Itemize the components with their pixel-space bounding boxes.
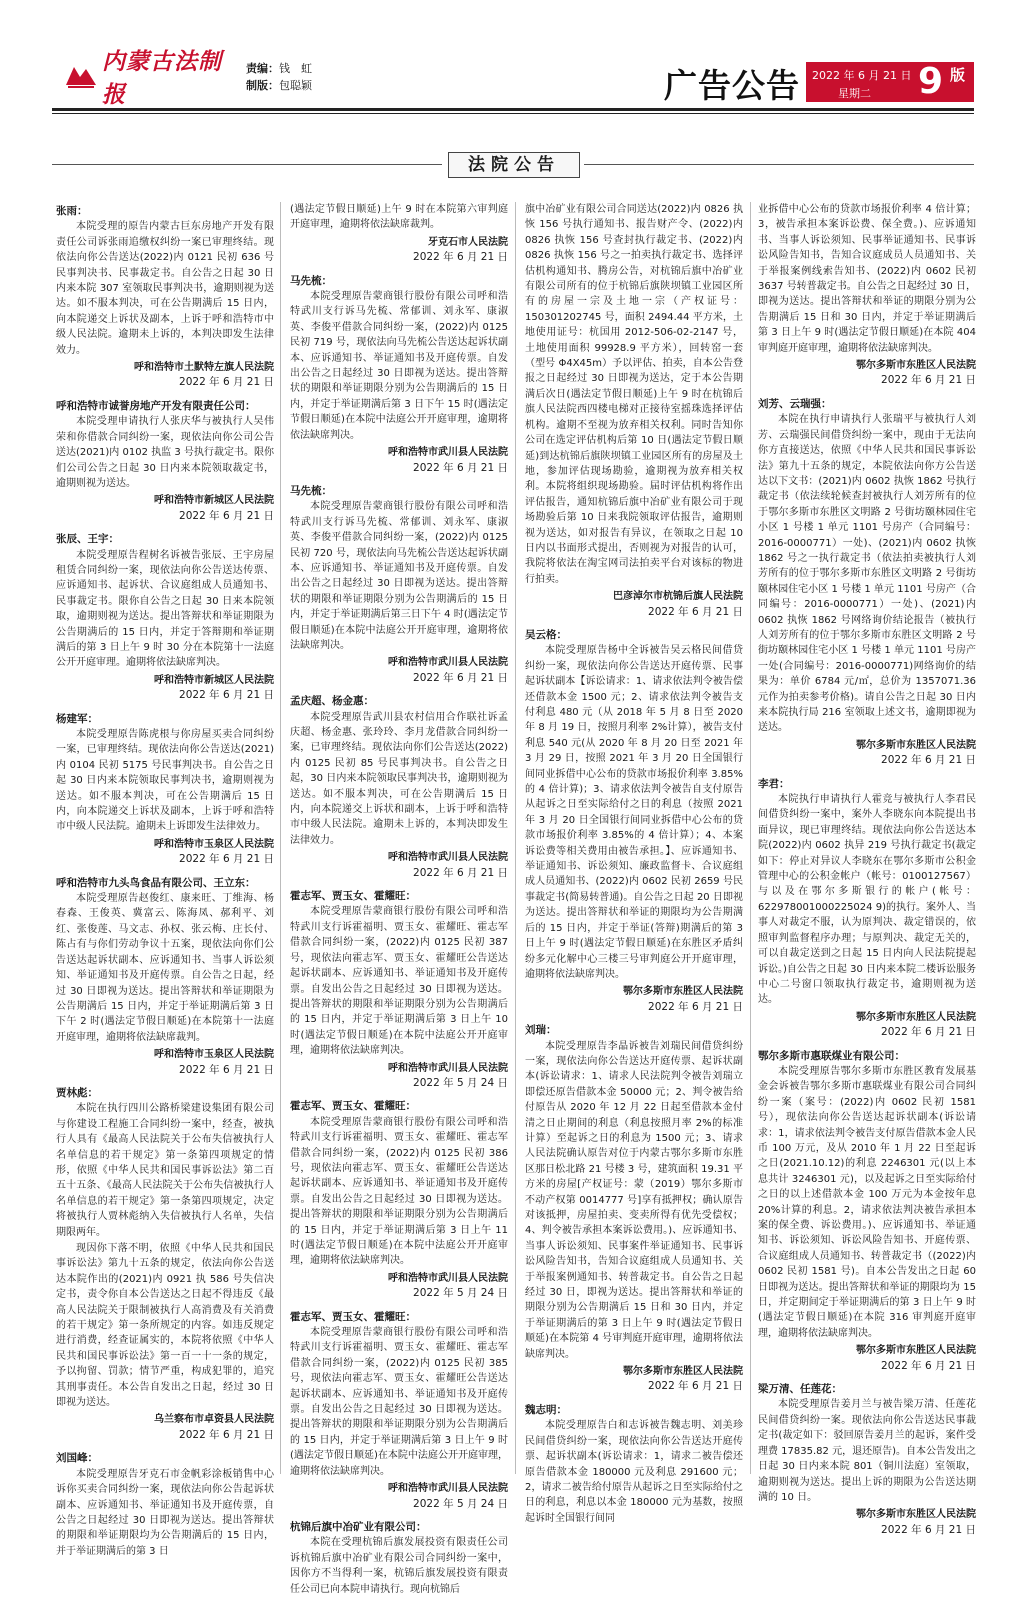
notice-court: 鄂尔多斯市东胜区人民法院 [623,986,743,998]
notice [290,1099,508,1301]
notice-date: 2022 年 6 月 21 日 [881,1359,976,1372]
notice [290,694,508,881]
notice-date: 2022 年 6 月 21 日 [881,1523,976,1536]
notice [290,889,508,1091]
notice-court: 鄂尔多斯市东胜区人民法院 [856,360,976,372]
notice-addressee: 杨建军： [56,712,98,725]
notice-body: 本院受理申请执行人张庆华与被执行人吴伟荣和你借款合同纠纷一案，现依法向你公司公告送达(2021)内 0102 执监 3 号执行裁定书。限你们公司公告之日起 30 日内来本院领取裁定书，逾期则视为送达。 [56,416,274,489]
notice-addressee: 霍志军、贾玉女、霍耀旺： [290,1100,416,1113]
notice-body: 本院执行申请执行人霍竞与被执行人李君民间借贷纠纷一案中，案外人李晓东向本院提出书面异议，现已审理终结。现依法向你公告送达本院(2022)内 0602 执异 219 号执行裁定书(裁定如下：停止对异议人李晓东在鄂尔多斯市公积金管理中心的公积金帐户（帐号：0100127567）与以及在鄂尔多斯银行的帐户(帐号：622978001000225024 9)的执行。案外人、当事人对裁定不服，认为原判决、裁定错误的，依照审判监督程序办理；与原判决、裁定无关的，可以自裁定送到之日起 15 日内向人民法院提起诉讼。)自公告之日起 30 日内来本院二楼诉讼服务中心二号窗口领取执行裁定书，逾期则视为送达。 [758,794,976,1006]
notice-addressee: 呼和浩特市诚誉房地产开发有限责任公司： [56,399,256,412]
notice-addressee: 霍志军、贾玉女、霍耀旺： [290,1310,416,1323]
header-rule-thick [52,108,974,111]
notice-date: 2022 年 6 月 21 日 [179,1428,274,1441]
producer-label: 制版： [246,79,279,92]
logo-text: 内蒙古法制报 [102,48,222,108]
notice-addressee: 张雨： [56,205,88,217]
notice-addressee: 马先梳： [290,484,332,497]
notice [525,1023,743,1395]
notice-court: 鄂尔多斯市东胜区人民法院 [623,1366,743,1378]
notice-court: 呼和浩特市玉泉区人民法院 [154,1049,274,1061]
notice-body: 本院受理原告蒙商银行股份有限公司呼和浩特武川支行诉马先梳、常郁训、刘永军、康淑英、李俊平借款合同纠纷一案，(2022)内 0125 民初 720 号，现依法向马先梳公告送达起诉状副本、应诉通知书、举证通知书及开庭传票。自发出公告之日起经过 30 日即视为送达。提出答辩状的期限和举证期限分别为公告期满后的 15 日内，并定于举证期满后第三日下午 4 时(遇法定节假日顺延)在本院中法庭公开开庭审理，逾期将依法缺席判决。 [290,501,508,651]
notice-addressee: 李君： [758,777,790,790]
notice [758,202,976,389]
notice-date: 2022 年 6 月 21 日 [413,671,508,684]
notice [758,1049,976,1375]
date-page-box [806,62,974,102]
notice-addressee: 霍志军、贾玉女、霍耀旺： [290,890,416,903]
column-divider [750,202,751,1474]
notice-addressee: 贾林彪： [56,1086,98,1099]
notice-addressee: 孟庆超、杨金惠： [290,695,374,708]
notice-date: 2022 年 6 月 21 日 [881,754,976,767]
notice-date: 2022 年 6 月 21 日 [413,461,508,474]
notice-court: 鄂尔多斯市东胜区人民法院 [856,739,976,751]
column-4 [758,202,976,1536]
notice-date: 2022 年 6 月 21 日 [179,853,274,866]
editor-credits [246,60,312,94]
notice-date: 2022 年 6 月 21 日 [179,1063,274,1076]
notice-date: 2022 年 6 月 21 日 [179,509,274,522]
page-number: 9 [918,61,944,102]
notice [290,1310,508,1512]
page-suffix: 版 [950,66,966,84]
banner-line-left [52,164,442,165]
notice-date: 2022 年 6 月 21 日 [648,1000,743,1013]
column-1 [56,202,274,1557]
notice-date: 2022 年 6 月 21 日 [881,374,976,387]
notice-body: 本院受理原告白和志诉被告魏志明、刘美珍民间借贷纠纷一案，现依法向你公告送达开庭传票、起诉状副本(诉讼请求：1，请求二被告偿还原告借款本金 180000 元及利息 291600 元；2，请求二被告给付原告从起诉之日至实际给付之日的利息，利息以本金 180000 元为基数，按照起诉时全国银行间同 [525,1420,743,1524]
notice-body: 本院受理原告蒙商银行股份有限公司呼和浩特武川支行诉霍福明、贾玉女、霍耀旺、霍志军借款合同纠纷一案，(2022)内 0125 民初 385 号，现依法向霍志军、贾玉女、霍耀旺公告送达起诉状副本、应诉通知书、举证通知书及开庭传票。自发出公告之日起经过 30 日即视为送达。提出答辩状的期限和举证期限分别为公告期满后的 15 日内，并定于举证期满后第 3 日上午 9 时(遇法定节假日顺延)在本院中法庭公开开庭审理，逾期将依法缺席判决。 [290,1327,508,1477]
notice-addressee: 张辰、王宇： [56,533,119,546]
notice-addressee: 刘瑞： [525,1024,557,1037]
notice-court: 呼和浩特市新城区人民法院 [154,674,274,686]
notice-body: 本院受理的原告内蒙古巨东房地产开发有限责任公司诉张雨追缴权纠纷一案已审理终结。现依法向你公告送达(2022)内 0121 民初 636 号民事判决书、民事裁定书。自公告之日起 30 日内来本院 307 室领取民事判决书，逾期则视为送达。如不服本判决，可在公告期满后 15 日内，向本院递交上诉状及副本，上诉于呼和浩特市中级人民法院。逾期未上诉的，本判决即发生法律效力。 [56,221,274,356]
notice-date: 2022 年 6 月 21 日 [179,689,274,702]
notice-body: 本院在执行四川公路桥梁建设集团有限公司与你建设工程施工合同纠纷一案中，经查，被执行人具有《最高人民法院关于公布失信被执行人名单信息的若干规定》第一条第四项规定的情形，依照《中华人民共和国民事诉讼法》第二百五十五条、《最高人民法院关于公布失信被执行人名单信息的若干规定》第一条第四项规定，决定将被执行人贾林彪纳入失信被执行人名单，失信期限两年。 [56,1103,274,1238]
banner-title: 法院公告 [448,152,580,178]
notice [56,1086,274,1443]
notice-date: 2022 年 6 月 21 日 [648,1380,743,1393]
notice-court: 牙克石市人民法院 [428,236,508,248]
producer-name: 包聪颖 [279,79,312,92]
notice [758,1382,976,1538]
notice-addressee: 刘芳、云瑞强： [758,397,832,410]
notice-body: 本院受理原告蒙商银行股份有限公司呼和浩特武川支行诉马先梳、常郁训、刘永军、康淑英、李俊平借款合同纠纷一案，(2022)内 0125 民初 719 号，现依法向马先梳公告送达起诉状副本、应诉通知书、举证通知书及开庭传票。自发出公告之日起经过 30 日即视为送达。提出答辩状的期限和举证期限分别为公告期满后的 15 日内，并定于举证期满后第 3 日下午 15 时(遇法定节假日顺延)在本院中法庭公开开庭审理，逾期将依法缺席判决。 [290,291,508,441]
notice-court: 乌兰察布市卓资县人民法院 [154,1414,274,1426]
notice-body: (遇法定节假日顺延)上午 9 时在本院第六审判庭开庭审理，逾期将依法缺席裁判。 [290,204,508,231]
editor-label: 责编： [246,62,279,75]
editor-name: 钱 虹 [279,62,312,75]
notice-court: 鄂尔多斯市东胜区人民法院 [856,1509,976,1521]
notice-body: 本院受理原告武川县农村信用合作联社诉孟庆超、杨金惠、张玲玲、李月龙借款合同纠纷一案，已审理终结。现依法向你们公告送达(2022)内 0125 民初 85 号民事判决书。自公告之日起，30 日内来本院领取民事判决书，逾期则视为送达。如不服本判决，可在公告期满后 15 日内，向本院递交上诉状和副本，上诉于呼和浩特市中级人民法院。逾期未上诉的，本判决即发生法律效力。 [290,711,508,846]
notice-body: 业拆借中心公布的贷款市场报价利率 4 倍计算；3，被告承担本案诉讼费、保全费。)、应诉通知书、当事人诉讼须知、民事举证通知书、民事诉讼风险告知书，告知合议庭成员人员通知书、关于举报案例线索告知书、(2022)内 0602 民初 3637 号转普裁定书。自公告之日起经过 30 日，即视为送达。提出答辩状和举证的期限分别为公告期满后 15 日和 30 日内，并定于举证期满后第 3 日上午 9 时(遇法定节假日顺延)在本院 404 审判庭开庭审理，逾期将依法缺席判决。 [758,204,976,354]
column-divider [515,202,516,1474]
notice-body: 本院受理原告姜月兰与被告梁万清、任莲花民间借贷纠纷一案。现依法向你公告送达民事裁定书(裁定如下：驳回原告姜月兰的起诉，案件受理费 17835.82 元，退还原告)。自本公告发出之日起 30 日内来本院 801（铜川法庭）室领取，逾期则视为送达。提出上诉的期限为公告送达期满的 10 日。 [758,1399,976,1503]
notice-court: 鄂尔多斯市东胜区人民法院 [856,1011,976,1023]
notice-addressee: 呼和浩特市九头鸟食品有限公司、王立东： [56,876,256,889]
notice-body: 旗中冶矿业有限公司合同送达(2022)内 0826 执恢 156 号执行通知书、报告财产令、(2022)内 0826 执恢 156 号查封执行裁定书、(2022)内 0826 执恢 156 号之一拍卖执行裁定书、选择评估机构通知书、腾房公告，对杭锦后旗中冶矿业有限公司所有的位于杭锦后旗陕坝镇工业园区所有的房屋一宗及土地一宗（产权证号：150301202745 号，面积 2494.44 平方米，土地使用证号：杭国用 2012-506-02-2147 号，土地使用面积 99928.9 平方米），回转窑一套（型号 Φ4X45m）予以评估、拍卖，自本公告登报之日起经过 30 日即视为送达，定于本公告期满后次日(遇法定节假日顺延)上午 9 时在杭锦后旗人民法院西四楼电梯对正接待室摇珠选择评估机构。逾期不至视为放弃相关权利。同时告知你公司在选定评估机构后第 10 日(遇法定节假日顺延)到达杭锦后旗陕坝镇工业园区所有的房屋及土地，参加评估现场勘验，逾期视为放弃相关权利。本院将组织现场勘验。届时评估机构将作出评估报告，通知杭锦后旗中冶矿业有限公司于现场勘验后第 10 日来我院领取评估报告，逾期则视为送达，如对报告有异议，在领取之日起 10 日内以书面形式提出，否则视为对报告的认可，我院将依法在淘宝网司法拍卖平台对该标的物进行拍卖。 [525,204,743,585]
notice-date: 2022 年 6 月 21 日 [413,866,508,879]
notice [56,1451,274,1559]
notice-date: 2022 年 5 月 24 日 [413,1497,508,1510]
notice-body: 本院受理原告赵俊红、康来旺、丁维海、杨春森、王俊英、冀富云、陈海凤、郝利平、刘红、张俊莲、马文志、孙权、张云梅、庄长付、陈占有与你们劳动争议十五案，现依法向你们公告送达起诉状副本、应诉通知书、当事人诉讼须知、举证通知书及开庭传票。自公告之日起，经过 30 日即视为送达。提出答辩状和举证期限为公告期满后 15 日内，并定于举证期满后第 3 日下午 2 时(遇法定节假日顺延)在本院第十一法庭开庭审理，逾期将依法缺席裁判。 [56,893,274,1043]
notice-addressee: 刘国峰： [56,1452,98,1465]
notice-addressee: 鄂尔多斯市惠联煤业有限公司： [758,1049,905,1062]
notice-date: 2022 年 6 月 21 日 [881,1026,976,1039]
column-2 [290,202,508,1595]
notice-body: 本院受理原告程树名诉被告张辰、王宇房屋租赁合同纠纷一案，现依法向你公告送达传票、应诉通知书、起诉状、合议庭组成人员通知书、民事裁定书。限你自公告之日起 30 日来本院领取，逾期则视为送达。提出答辩状和举证期限为公告期满后的 15 日内，并定于答辩期和举证期满后的第 3 日上午 9 时 30 分在本院第十一法庭公开开庭审理。逾期将依法缺席判决。 [56,549,274,669]
masthead [0,0,1024,112]
notice-court: 鄂尔多斯市东胜区人民法院 [856,1345,976,1357]
notice-addressee: 魏志明： [525,1403,567,1416]
notice-addressee: 杭锦后旗中冶矿业有限公司： [290,1520,427,1533]
notice [525,202,743,620]
notice-court: 巴彦淖尔市杭锦后旗人民法院 [613,591,743,603]
banner-line-right [584,164,974,165]
notice-date: 2022 年 6 月 21 日 [413,251,508,264]
notice-addressee: 梁万清、任莲花： [758,1383,842,1396]
notice [56,876,274,1078]
notice-court: 呼和浩特市土默特左旗人民法院 [134,362,274,374]
notice-body: 本院受理原告蒙商银行股份有限公司呼和浩特武川支行诉霍福明、贾玉女、霍耀旺、霍志军借款合同纠纷一案，(2022)内 0125 民初 387 号，现依法向霍志军、贾玉女、霍耀旺公告送达起诉状副本、应诉通知书、举证通知书及开庭传票。自发出公告之日起经过 30 日即视为送达。提出答辩状的期限和举证期限分别为公告期满后的 15 日内，并定于举证期满后第 3 日上午 10 时(遇法定节假日顺延)在本院中法庭公开开庭审理，逾期将依法缺席判决。 [290,906,508,1057]
notice-date: 2022 年 6 月 21 日 [648,605,743,618]
notice [290,202,508,266]
notice-body: 本院在执行申请执行人张瑞平与被执行人刘芳、云瑞强民间借贷纠纷一案中，现由于无法向你方直接送达，依照《中华人民共和国民事诉讼法》第九十五条的规定，本院依法向你方公告送达以下文书：(2021)内 0602 执恢 1862 号执行裁定书（依法续轮候查封被执行人刘芳所有的位于鄂尔多斯市东胜区文明路 2 号街坊颐林园住宅小区 1 号楼 1 单元 1101 号房产（合同编号：2016-0000771）一处)、(2021)内 0602 执恢 1862 号之一执行裁定书（依法拍卖被执行人刘芳所有的位于鄂尔多斯市东胜区文明路 2 号街坊颐林园住宅小区 1 号楼 1 单元 1101 号房产（合同编号：2016-0000771）一处)、(2021)内 0602 执恢 1862 号网络询价结论报告（被执行人刘芳所有的位于鄂尔多斯市东胜区文明路 2 号街坊颐林园住宅小区 1 号楼 1 单元 1101 号房产一处(合同编号：2016-0000771)网络询价的结果为：单价 6784 元/㎡，总价为 1357071.36 元作为拍卖参考价格)。请自公告之日起 30 日内来本院执行局 216 室领取上述文书，逾期即视为送达。 [758,414,976,734]
notice-court: 呼和浩特市新城区人民法院 [154,495,274,507]
notice [525,1403,743,1526]
notice [56,532,274,703]
column-3 [525,202,743,1524]
notice [758,777,976,1041]
notice-court: 呼和浩特市武川县人民法院 [388,657,508,669]
notice-court: 呼和浩特市武川县人民法院 [388,1272,508,1284]
issue-date: 2022 年 6 月 21 日 [812,69,912,82]
notice-court: 呼和浩特市武川县人民法院 [388,1483,508,1495]
column-divider [280,202,281,1474]
notice [56,399,274,524]
notice-court: 呼和浩特市武川县人民法院 [388,447,508,459]
notice [525,628,743,1015]
notice-body: 本院受理原告牙克石市金帆彩涂板销售中心诉你买卖合同纠纷一案，现依法向你公告起诉状副本、应诉通知书、举证通知书及开庭传票，自公告之日起经过 30 日即视为送达。提出答辩状的期限和举证期限均为公告期满后的 15 日内，并于举证期满后的第 3 日 [56,1468,274,1557]
notice-addressee: 马先梳： [290,274,332,287]
notice-court: 呼和浩特市武川县人民法院 [388,1062,508,1074]
logo-emblem-icon [64,63,98,89]
header-rule-thin [52,113,974,114]
notice-body: 本院受理原告蒙商银行股份有限公司呼和浩特武川支行诉霍福明、贾玉女、霍耀旺、霍志军借款合同纠纷一案，(2022)内 0125 民初 386 号，现依法向霍志军、贾玉女、霍耀旺公告送达起诉状副本、应诉通知书、举证通知书及开庭传票。自发出公告之日起经过 30 日即视为送达。提出答辩状的期限和举证期限分别为公告期满后的 15 日内，并定于举证期满后第 3 日上午 11 时(遇法定节假日顺延)在本院中法庭公开开庭审理，逾期将依法缺席判决。 [290,1116,508,1267]
notice [56,712,274,868]
notice [758,397,976,769]
notice-body: 本院受理原告杨中全诉被告吴云格民间借贷纠纷一案，现依法向你公告送达开庭传票、民事起诉状副本【诉讼请求：1、请求依法判令被告偿还借款本金 1500 元；2、请求依法判令被告支付利息 480 元（从 2018 年 5 月 8 日至 2020 年 8 月 19 日，按照月利率 2%计算），被告支付利息 540 元(从 2020 年 8 月 20 日至 2021 年 3 月 29 日，按照 2021 年 3 月 20 日全国银行间同业拆借中心公布的贷款市场报价利率 3.85%的 4 倍计算)；3、请求依法判令被告自支付原告从起诉之日至实际给付之日的利息（按照 2021 年 3 月 20 日全国银行间同业拆借中心公布的贷款市场报价利率 3.85%的 4 倍计算）；4、本案诉讼费等相关费用由被告承担。】、应诉通知书、举证通知书、诉讼须知、廉政监督卡、合议庭组成人员通知书、(2022)内 0602 民初 2659 号民事裁定书(简易转普通)。自公告之日起 20 日即视为送达。提出答辩状和举证的期限均为公告期满后的 15 日内，并定于举证(答辩)期满后的第 3 日上午 9 时(遇法定节假日顺延)在东胜区矛盾纠纷多元化解中心三楼三号审判庭公开开庭审理，逾期将依法缺席判决。 [525,645,743,980]
section-banner [52,152,974,178]
notice-court: 呼和浩特市武川县人民法院 [388,852,508,864]
notice-date: 2022 年 6 月 21 日 [179,376,274,389]
notice-body: 本院受理原告李晶诉被告刘瑞民间借贷纠纷一案，现依法向你公告送达开庭传票、起诉状副本(诉讼请求：1、请求人民法院判令被告刘瑞立即偿还原告借款本金 50000 元；2、判令被告给付原告从 2020 年 12 月 22 日起至借款本金付清之日止期间的利息（利息按照月率 2%的标准计算）至起诉之日的利息为 1500 元；3、请求人民法院确认原告对位于内蒙古鄂尔多斯市东胜区那日松北路 21 号楼 3 号，建筑面积 19.31 平方米的房屋[产权证号：蒙（2019）鄂尔多斯市不动产权第 0014777 号]享有抵押权；确认原告对该抵押，房屋拍卖、变卖所得有优先受偿权；4、判令被告承担本案诉讼费用。)、应诉通知书、当事人诉讼须知、民事案件举证通知书、民事诉讼风险告知书，告知合议庭组成人员通知书、关于举报案例通知书、转普裁定书。自公告之日起经过 30 日，即视为送达。提出答辩状和举证的期限分别为公告期满后 15 日和 30 日内，并定于举证期满后的第 3 日上午 9 时(遇法定节假日顺延)在本院第 4 号审判庭开庭审理，逾期将依法缺席判决。 [525,1040,743,1360]
notice [290,274,508,476]
newspaper-logo [64,48,234,108]
issue-weekday: 星期二 [838,87,871,100]
notice-court: 呼和浩特市玉泉区人民法院 [154,838,274,850]
notice [56,204,274,391]
notice-body: 本院受理原告陈虎根与你房屋买卖合同纠纷一案，已审理终结。现依法向你公告送达(2021)内 0104 民初 5175 号民事判决书。自公告之日起 30 日内来本院领取民事判决书，逾期则视为送达。如不服本判决，可在公告期满后 15 日内，向本院递交上诉状及副本，上诉于呼和浩特市中级人民法院。逾期未上诉即发生法律效力。 [56,729,274,833]
notice-body: 本院在受理杭锦后旗发展投资有限责任公司诉杭锦后旗中冶矿业有限公司合同纠纷一案中，因你方不当得利一案，杭锦后旗发展投资有限责任公司已向本院申请执行。现向杭锦后 [290,1537,508,1595]
notice-date: 2022 年 5 月 24 日 [413,1076,508,1089]
section-title: 广告公告 [664,66,800,105]
notice [290,1520,508,1597]
notice-addressee: 吴云格： [525,628,567,641]
notice-body: 现因你下落不明，依照《中华人民共和国民事诉讼法》第九十五条的规定，依法向你公告送达本院作出的(2021)内 0921 执 586 号失信决定书，责令你自本公告送达之日起不得违反《最高人民法院关于限制被执行人高消费及有关消费的若干规定》第一条所规定的内容。如违反规定进行消费，经查证属实的，本院将依照《中华人民共和国民事诉讼法》第一百一十一条的规定，予以拘留、罚款；情节严重，构成犯罪的，追究其刑事责任。本公告自发出之日起，经过 30 日即视为送达。 [56,1243,274,1409]
notice [290,484,508,686]
notice-body: 本院受理原告鄂尔多斯市东胜区教育发展基金会诉被告鄂尔多斯市惠联煤业有限公司合同纠纷一案（案号：(2022)内 0602 民初 1581 号），现依法向你公告送达起诉状副本(诉讼请求：1，请求依法判令被告支付原告借款本金人民币 100 万元，及从 2010 年 1 月 22 日至起诉之日(2021.10.12)的利息 2246301 元(以上本息共计 3246301 元)，以及起诉之日至实际给付之日的以上述借款本金 100 万元为本金按年息 20%计算的利息。2，请求依法判决被告承担本案的保全费、诉讼费用。)、应诉通知书、举证通知书、诉讼须知、诉讼风险告知书、开庭传票、合议庭组成人员通知书、转普裁定书（(2022)内 0602 民初 1581 号)。自本公告发出之日起 60 日即视为送达。提出答辩状和举证的期限均为 15 日，并定期间定于举证期满后的第 3 日上午 9 时(遇法定节假日顺延)在本院 316 审判庭开庭审理，逾期将依法缺席判决。 [758,1065,976,1339]
notice-date: 2022 年 5 月 24 日 [413,1287,508,1300]
